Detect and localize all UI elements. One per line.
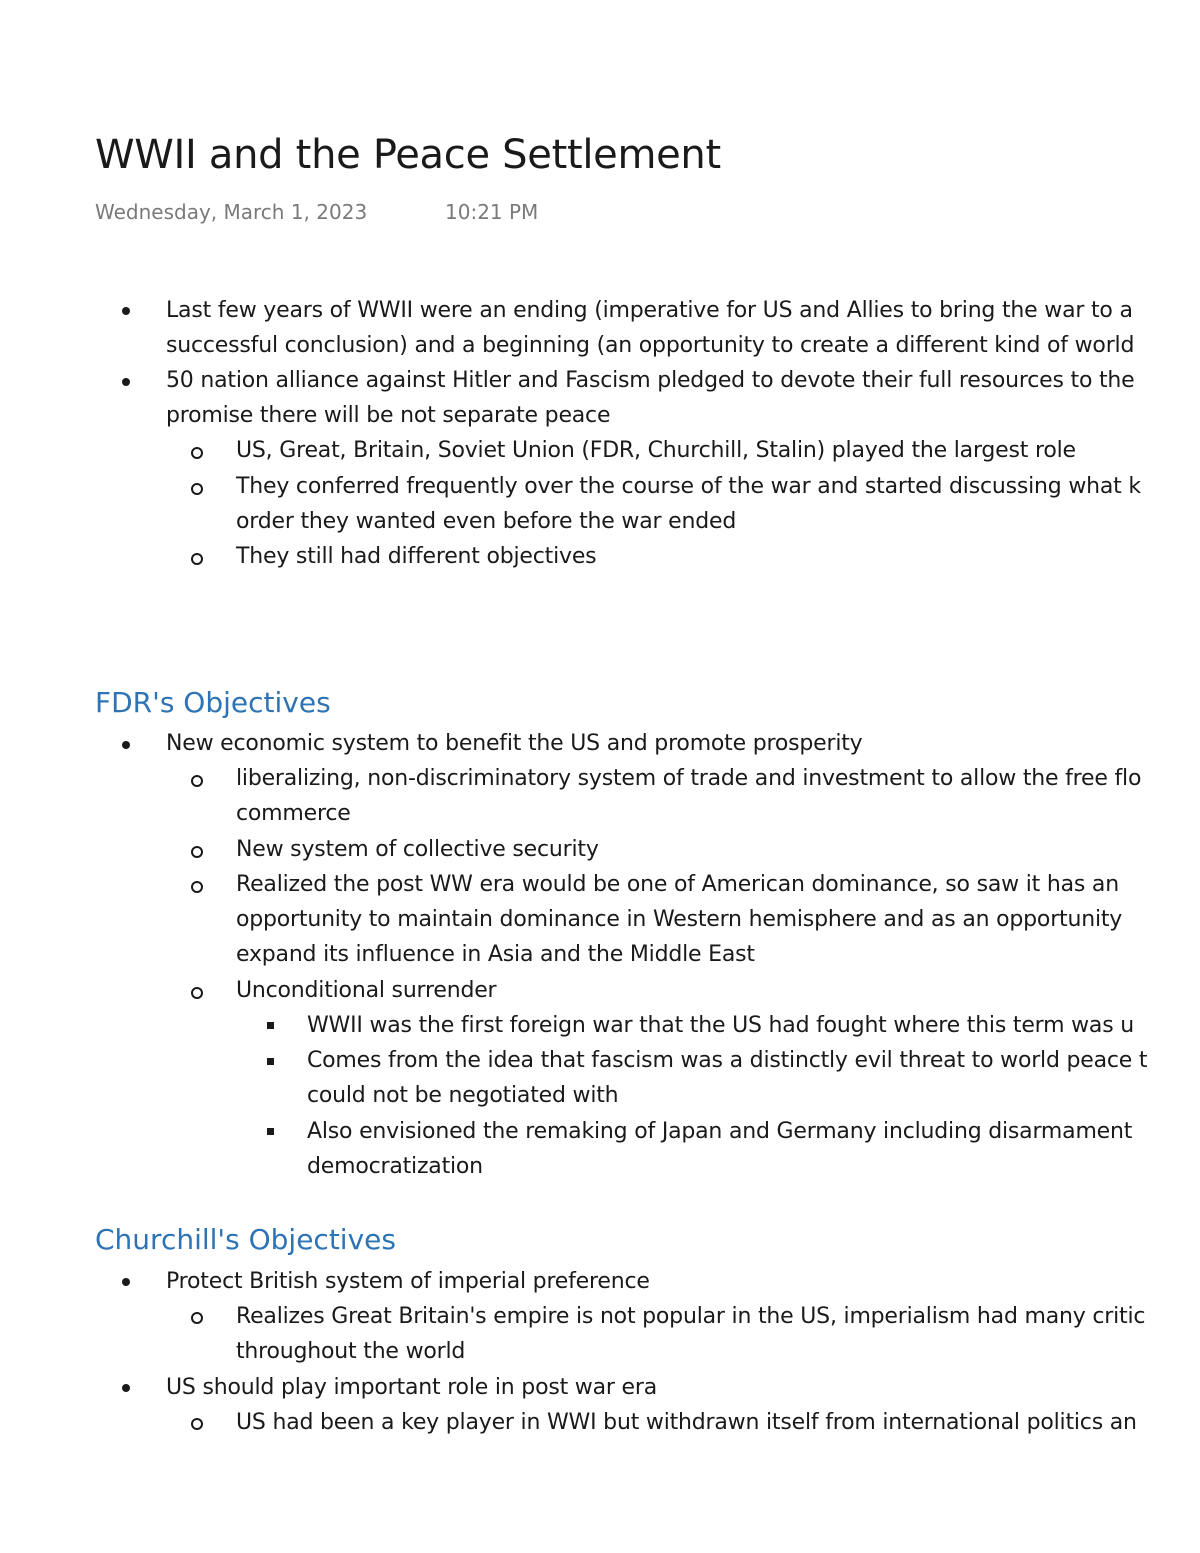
list-item-text: Unconditional surrender bbox=[236, 978, 497, 1003]
section-heading-churchill: Churchill's Objectives bbox=[95, 1223, 396, 1256]
bullet-circle-icon bbox=[191, 881, 203, 893]
bullet-disc-icon bbox=[122, 1384, 130, 1392]
list-item-text: throughout the world bbox=[236, 1339, 466, 1364]
list-item-text: order they wanted even before the war ended bbox=[236, 509, 737, 534]
list-item-text: Realizes Great Britain's empire is not popular in the US, imperialism had many critic bbox=[236, 1304, 1146, 1329]
list-item-text: Last few years of WWII were an ending (imperative for US and Allies to bring the war to a bbox=[166, 298, 1133, 323]
list-item-text: New system of collective security bbox=[236, 837, 599, 862]
list-item-text: opportunity to maintain dominance in Western hemisphere and as an opportunity bbox=[236, 907, 1123, 932]
bullet-circle-icon bbox=[191, 775, 203, 787]
list-item-text: promise there will be not separate peace bbox=[166, 403, 611, 428]
list-item-text: liberalizing, non-discriminatory system of trade and investment to allow the free flo bbox=[236, 766, 1142, 791]
bullet-disc-icon bbox=[122, 307, 130, 315]
list-item-text: They still had different objectives bbox=[236, 544, 597, 569]
list-item-text: US should play important role in post war era bbox=[166, 1375, 657, 1400]
bullet-square-icon bbox=[267, 1022, 274, 1029]
list-item-text: Also envisioned the remaking of Japan and Germany including disarmament bbox=[307, 1119, 1133, 1144]
bullet-square-icon bbox=[267, 1128, 274, 1135]
list-item-text: democratization bbox=[307, 1154, 483, 1179]
list-item-text: They conferred frequently over the course of the war and started discussing what k bbox=[236, 474, 1141, 499]
list-item-text: Comes from the idea that fascism was a distinctly evil threat to world peace t bbox=[307, 1048, 1148, 1073]
list-item-text: US had been a key player in WWI but withdrawn itself from international politics an bbox=[236, 1410, 1137, 1435]
bullet-square-icon bbox=[267, 1058, 274, 1065]
note-time: 10:21 PM bbox=[445, 200, 539, 224]
section-heading-fdr: FDR's Objectives bbox=[95, 686, 331, 719]
bullet-circle-icon bbox=[191, 1418, 203, 1430]
bullet-circle-icon bbox=[191, 447, 203, 459]
list-item-text: US, Great, Britain, Soviet Union (FDR, Churchill, Stalin) played the largest role bbox=[236, 438, 1076, 463]
bullet-circle-icon bbox=[191, 483, 203, 495]
list-item-text: New economic system to benefit the US and promote prosperity bbox=[166, 731, 863, 756]
list-item-text: 50 nation alliance against Hitler and Fascism pledged to devote their full resources to the bbox=[166, 368, 1135, 393]
list-item-text: Realized the post WW era would be one of American dominance, so saw it has an bbox=[236, 872, 1119, 897]
list-item-text: successful conclusion) and a beginning (an opportunity to create a different kind of world bbox=[166, 333, 1135, 358]
bullet-circle-icon bbox=[191, 846, 203, 858]
list-item-text: WWII was the first foreign war that the US had fought where this term was u bbox=[307, 1013, 1135, 1038]
bullet-circle-icon bbox=[191, 553, 203, 565]
list-item-text: Protect British system of imperial preference bbox=[166, 1269, 650, 1294]
bullet-disc-icon bbox=[122, 378, 130, 386]
bullet-disc-icon bbox=[122, 1278, 130, 1286]
bullet-circle-icon bbox=[191, 987, 203, 999]
note-date: Wednesday, March 1, 2023 bbox=[95, 200, 368, 224]
bullet-disc-icon bbox=[122, 741, 130, 749]
list-item-text: could not be negotiated with bbox=[307, 1083, 619, 1108]
bullet-circle-icon bbox=[191, 1312, 203, 1324]
note-metadata bbox=[95, 200, 539, 224]
list-item-text: expand its influence in Asia and the Middle East bbox=[236, 942, 755, 967]
list-item-text: commerce bbox=[236, 801, 351, 826]
page-title: WWII and the Peace Settlement bbox=[95, 132, 721, 178]
